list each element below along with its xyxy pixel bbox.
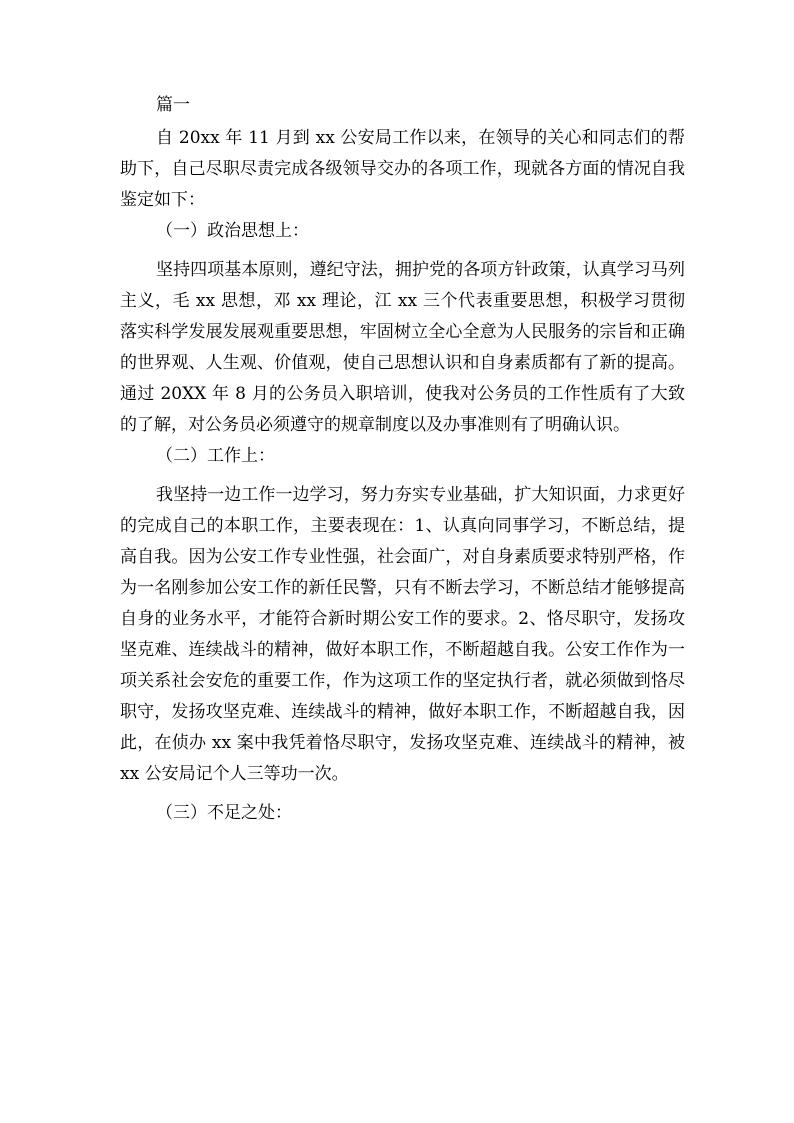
intro-paragraph: 自 20xx 年 11 月到 xx 公安局工作以来，在领导的关心和同志们的帮助下，自己尽职尽责完成各级领导交办的各项工作，现就各方面的情况自我鉴定如下： [120,128,685,210]
document-body [120,90,685,829]
document-title: 篇一 [156,95,190,115]
section-heading-shortcomings: （三）不足之处： [156,803,292,823]
section-heading-political: （一）政治思想上： [156,221,309,241]
section-heading-work: （二）工作上： [156,446,275,466]
section-body-work: 我坚持一边工作一边学习，努力夯实专业基础，扩大知识面，力求更好的完成自己的本职工作，主要表现在：1、认真向同事学习，不断总结，提高自我。因为公安工作专业性强，社会面广，对自身素质要求特别严格，作为一名刚参加公安工作的新任民警，只有不断去学习，不断总结才能够提高自身的业务水平，才能符合新时期公安工作的要求。2、恪尽职守，发扬攻坚克难、连续战斗的精神，做好本职工作，不断超越自我。公安工作作为一项关系社会安危的重要工作，作为这项工作的坚定执行者，就必须做到恪尽职守，发扬攻坚克难、连续战斗的精神，做好本职工作，不断超越自我，因此，在侦办 xx 案中我凭着恪尽职守，发扬攻坚克难、连续战斗的精神，被 xx 公安局记个人三等功一次。 [120,485,685,784]
section-body-political: 坚持四项基本原则，遵纪守法，拥护党的各项方针政策，认真学习马列主义，毛 xx 思想，邓 xx 理论，江 xx 三个代表重要思想，积极学习贯彻落实科学发展发展观重要思想，牢固树立全心全意为人民服务的宗旨和正确的世界观、人生观、价值观，使自己思想认识和自身素质都有了新的提高。通过 20XX 年 8 月的公务员入职培训，使我对公务员的工作性质有了大致的了解，对公务员必须遵守的规章制度以及办事准则有了明确认识。 [120,260,685,435]
